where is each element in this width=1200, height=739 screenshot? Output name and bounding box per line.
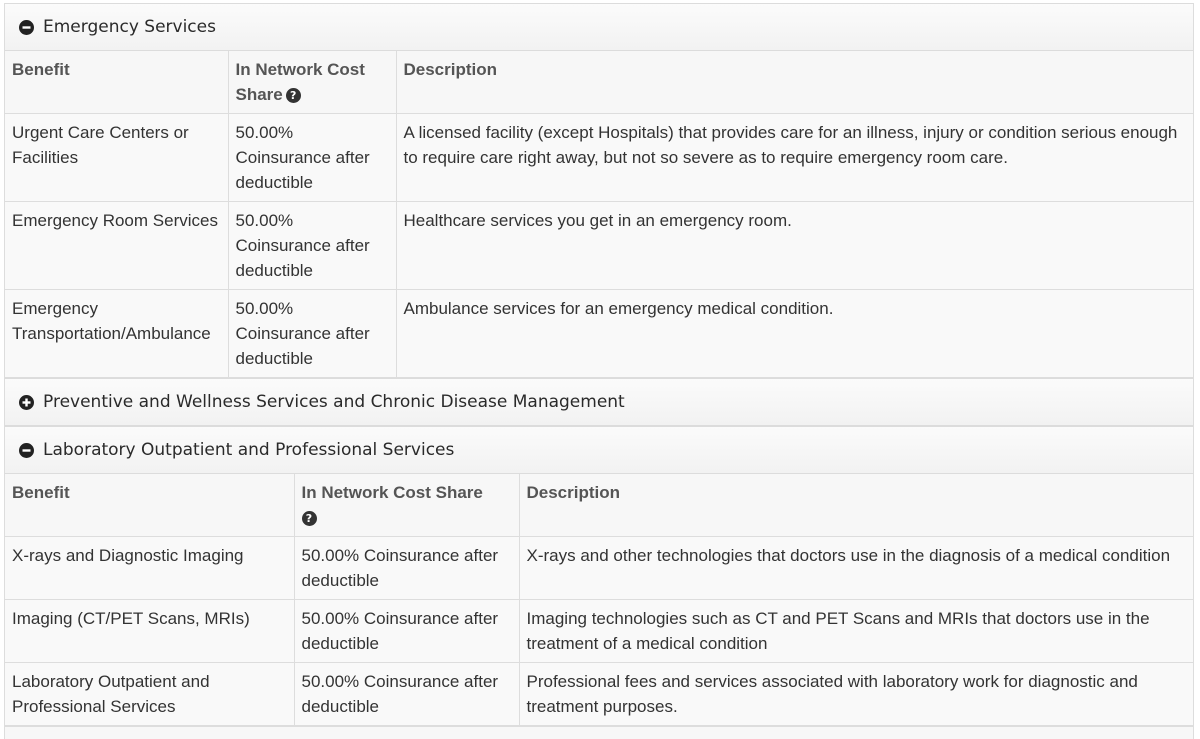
minus-circle-icon[interactable] bbox=[19, 443, 34, 458]
column-header-cost-share: In Network Cost Share ? bbox=[294, 474, 519, 537]
benefits-table-laboratory bbox=[5, 474, 1193, 726]
section-header-laboratory[interactable] bbox=[5, 426, 1193, 474]
benefit-cell: Imaging (CT/PET Scans, MRIs) bbox=[5, 600, 294, 663]
table-row bbox=[5, 663, 1193, 726]
cost-share-cell: 50.00% Coinsurance after deductible bbox=[228, 290, 396, 378]
table-header-row bbox=[5, 474, 1193, 537]
description-cell: Professional fees and services associated with laboratory work for diagnostic and treatment purposes. bbox=[519, 663, 1193, 726]
table-row bbox=[5, 290, 1193, 378]
cost-share-cell: 50.00% Coinsurance after deductible bbox=[228, 114, 396, 202]
table-row bbox=[5, 537, 1193, 600]
benefit-cell: Emergency Transportation/Ambulance bbox=[5, 290, 228, 378]
description-cell: A licensed facility (except Hospitals) that provides care for an illness, injury or condition serious enough to require care right away, but not so severe as to require emergency room care. bbox=[396, 114, 1193, 202]
benefits-table-emergency bbox=[5, 51, 1193, 378]
benefit-cell: Urgent Care Centers or Facilities bbox=[5, 114, 228, 202]
cost-share-cell: 50.00% Coinsurance after deductible bbox=[294, 537, 519, 600]
section-header-preventive-wellness[interactable] bbox=[5, 378, 1193, 426]
cost-share-cell: 50.00% Coinsurance after deductible bbox=[294, 663, 519, 726]
description-cell: X-rays and other technologies that doctors use in the diagnosis of a medical condition bbox=[519, 537, 1193, 600]
description-cell: Ambulance services for an emergency medical condition. bbox=[396, 290, 1193, 378]
cost-share-cell: 50.00% Coinsurance after deductible bbox=[228, 202, 396, 290]
description-cell: Imaging technologies such as CT and PET Scans and MRIs that doctors use in the treatment of a medical condition bbox=[519, 600, 1193, 663]
section-title: Preventive and Wellness Services and Chronic Disease Management bbox=[43, 392, 625, 412]
benefit-cell: Laboratory Outpatient and Professional Services bbox=[5, 663, 294, 726]
next-section-edge bbox=[5, 726, 1193, 739]
description-cell: Healthcare services you get in an emergency room. bbox=[396, 202, 1193, 290]
question-circle-icon[interactable]: ? bbox=[302, 511, 317, 526]
table-row bbox=[5, 114, 1193, 202]
benefit-cell: Emergency Room Services bbox=[5, 202, 228, 290]
section-title: Emergency Services bbox=[43, 17, 216, 37]
table-row bbox=[5, 202, 1193, 290]
plus-circle-icon[interactable] bbox=[19, 395, 34, 410]
section-header-emergency-services[interactable] bbox=[5, 3, 1193, 51]
column-header-description: Description bbox=[519, 474, 1193, 537]
cost-share-cell: 50.00% Coinsurance after deductible bbox=[294, 600, 519, 663]
column-header-cost-share: In Network Cost Share ? bbox=[228, 51, 396, 114]
table-row bbox=[5, 600, 1193, 663]
column-header-description: Description bbox=[396, 51, 1193, 114]
section-title: Laboratory Outpatient and Professional Services bbox=[43, 440, 455, 460]
minus-circle-icon[interactable] bbox=[19, 20, 34, 35]
benefits-accordion bbox=[4, 3, 1194, 739]
benefit-cell: X-rays and Diagnostic Imaging bbox=[5, 537, 294, 600]
question-circle-icon[interactable]: ? bbox=[286, 88, 301, 103]
table-header-row bbox=[5, 51, 1193, 114]
column-header-benefit: Benefit bbox=[5, 474, 294, 537]
column-header-benefit: Benefit bbox=[5, 51, 228, 114]
